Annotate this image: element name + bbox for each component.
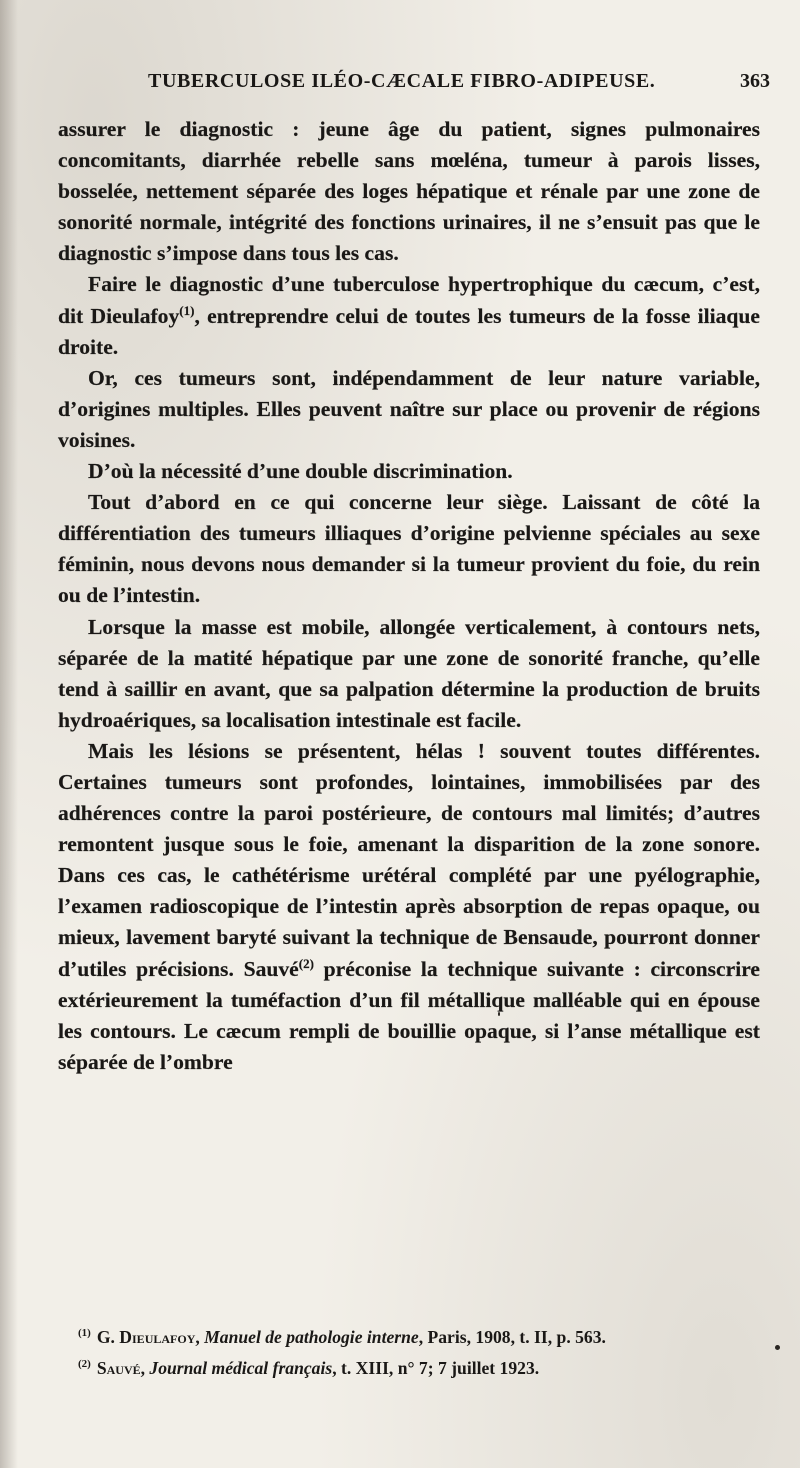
page-edge-shadow	[0, 0, 18, 1468]
running-title: TUBERCULOSE ILÉO-CÆCALE FIBRO-ADIPEUSE.	[148, 70, 656, 92]
paragraph-text: Faire le diagnostic d’une tuberculose hypertrophique du cæcum, c’est, dit Dieulafoy	[58, 272, 760, 328]
paragraph-text: Or, ces tumeurs sont, indépendamment de leur nature variable, d’origines multiples. Elles peuvent naître sur place ou provenir de régions voisines.	[58, 365, 760, 452]
footnote-author: Sauvé	[96, 1358, 141, 1378]
page-header	[60, 70, 770, 106]
footnote-reference[interactable]: (1)	[179, 302, 195, 318]
footnote: $^{(1)}$ G. Dieulafoy, Manuel de pathologie interne, Paris, 1908, t. II, p. 563.	[78, 1327, 606, 1347]
paragraph-text: D’où la nécessité d’une double discrimination.	[88, 459, 513, 484]
footnote-mark: (2)	[78, 1358, 91, 1370]
ink-speck	[775, 1345, 780, 1350]
paragraph	[58, 269, 760, 362]
footnote-reference[interactable]: (2)	[298, 955, 314, 971]
paragraph-text: assurer le diagnostic : jeune âge du patient, signes pulmonaires concomitants, diarrhée rebelle sans mœléna, tumeur à parois lisses, bosselée, nettement séparée des loges hépatique et rénale par une zone de sonorité normale, intégrité des fonctions urinaires, il ne s’ensuit pas que le diagnostic s’impose dans tous les cas.	[58, 117, 760, 266]
paragraph-text: Lorsque la masse est mobile, allongée verticalement, à contours nets, séparée de la matité hépatique par une zone de sonorité franche, qu’elle tend à saillir en avant, que sa palpation détermine la production de bruits hydroaériques, sa localisation intestinale est facile.	[58, 614, 760, 732]
footnote: $^{(2)}$ Sauvé, Journal médical français, t. XIII, n° 7; 7 juillet 1923.	[78, 1358, 540, 1378]
footnote-citation: , t. XIII, n° 7; 7 juillet 1923.	[332, 1358, 540, 1378]
footnote-citation: , Paris, 1908, t. II, p. 563.	[418, 1327, 606, 1347]
footnote-work-title: Journal médical français	[149, 1358, 333, 1378]
footnotes	[78, 1320, 768, 1382]
paragraph-text: Tout d’abord en ce qui concerne leur siège. Laissant de côté la différentiation des tumeurs illiaques d’origine pelvienne spéciales au sexe féminin, nous devons nous demander si la tumeur provient du foie, du rein ou de l’intestin.	[58, 490, 760, 608]
paragraph	[58, 487, 760, 611]
paragraph	[58, 612, 760, 736]
ink-speck	[498, 1012, 500, 1016]
footnote-mark: (1)	[78, 1327, 91, 1339]
paragraph	[58, 456, 760, 487]
paragraph	[58, 363, 760, 456]
paragraph-text: Mais les lésions se présentent, hélas ! souvent toutes différentes. Certaines tumeurs sont profondes, lointaines, immobilisées par des adhérences contre la paroi postérieure, de contours mal limités; d’autres remontent jusque sous le foie, amenant la disparition de la zone sonore. Dans ces cas, le cathétérisme urétéral complété par une pyélographie, l’examen radioscopique de l’intestin après absorption de repas opaque, ou mieux, lavement baryté suivant la technique de Bensaude, pourront donner d’utiles précisions. Sauvé	[58, 738, 760, 981]
body-text	[58, 114, 760, 1078]
footnote-author: G. Dieulafoy	[96, 1327, 196, 1347]
page-number: 363	[740, 70, 770, 92]
paragraph-text: préconise la technique suivante : circonscrire extérieurement la tuméfaction d’un fil métallique malléable qui en épouse les contours. Le cæcum rempli de bouillie opaque, si l’anse métallique est séparée de l’ombre	[58, 956, 760, 1074]
paragraph	[58, 736, 760, 1078]
footnote-work-title: Manuel de pathologie interne	[204, 1327, 419, 1347]
paragraph-text: , entreprendre celui de toutes les tumeurs de la fosse iliaque droite.	[58, 303, 760, 359]
paragraph	[58, 114, 760, 269]
